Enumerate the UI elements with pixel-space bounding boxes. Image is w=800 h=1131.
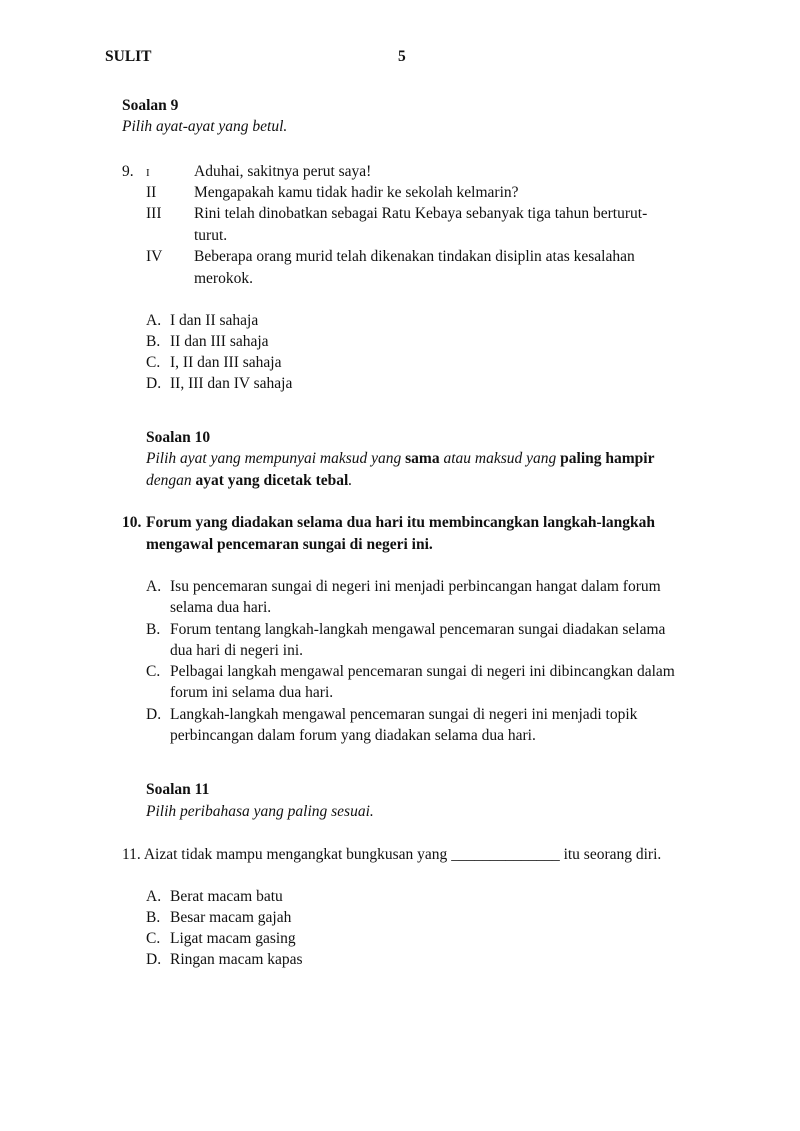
q9-statement-2 [146, 184, 519, 202]
q10-option-a[interactable] [146, 578, 661, 596]
q11-stem-after: itu seorang diri. [559, 846, 662, 863]
q9-statement-3-cont: turut. [194, 227, 228, 244]
q9-statement-2-text: Mengapakah kamu tidak hadir ke sekolah kelmarin? [194, 184, 519, 201]
q11-option-a[interactable] [146, 888, 283, 906]
instruction-text: . [348, 472, 353, 489]
q10-option-c[interactable] [146, 663, 675, 681]
option-letter: A. [146, 888, 162, 905]
q10-option-a-cont: selama dua hari. [170, 599, 272, 616]
q11-stem [122, 846, 661, 864]
q9-statement-3 [146, 205, 647, 223]
instruction-text: dengan [146, 472, 196, 489]
q10-number: 10. [122, 514, 142, 531]
q9-option-c[interactable] [146, 354, 281, 372]
q9-statement-3-text: Rini telah dinobatkan sebagai Ratu Kebaya sebanyak tiga tahun berturut- [194, 205, 648, 222]
page-number: 5 [398, 48, 406, 65]
option-letter: C. [146, 663, 161, 680]
option-letter: B. [146, 909, 161, 926]
q9-statement-3-roman: III [146, 205, 162, 222]
option-text: II dan III sahaja [170, 333, 269, 350]
option-letter: D. [146, 706, 162, 723]
q9-statement-2-roman: II [146, 184, 157, 201]
option-letter: D. [146, 375, 162, 392]
q11-option-c[interactable] [146, 930, 296, 948]
option-text: Pelbagai langkah mengawal pencemaran sungai di negeri ini dibincangkan dalam [170, 663, 675, 680]
q9-statement-1-roman: I [146, 167, 150, 179]
option-text: Besar macam gajah [170, 909, 292, 926]
option-letter: A. [146, 312, 162, 329]
q9-option-d[interactable] [146, 375, 292, 393]
q11-section-title: Soalan 11 [146, 781, 210, 798]
q10-section-title: Soalan 10 [146, 429, 211, 446]
instruction-text: atau maksud yang [439, 450, 561, 467]
option-text: Isu pencemaran sungai di negeri ini menjadi perbincangan hangat dalam forum [170, 578, 661, 595]
q11-stem-before: Aizat tidak mampu mengangkat bungkusan yang [143, 846, 452, 863]
instruction-emphasis: ayat yang dicetak tebal [195, 472, 349, 489]
option-text: I, II dan III sahaja [170, 354, 282, 371]
q11-blank: ______________ [451, 846, 560, 863]
q9-statement-4-roman: IV [146, 248, 163, 265]
q11-option-b[interactable] [146, 909, 291, 927]
q9-statement-4-cont: merokok. [194, 270, 253, 287]
q10-option-b-cont: dua hari di negeri ini. [170, 642, 303, 659]
option-letter: B. [146, 621, 161, 638]
option-letter: B. [146, 333, 161, 350]
q11-option-d[interactable] [146, 951, 303, 969]
option-text: I dan II sahaja [170, 312, 259, 329]
q10-stem-line1: Forum yang diadakan selama dua hari itu membincangkan langkah-langkah [146, 514, 656, 531]
q9-number: 9. [122, 163, 134, 180]
instruction-text: Pilih ayat yang mempunyai maksud yang [146, 450, 406, 467]
q9-option-b[interactable] [146, 333, 269, 351]
option-text: Langkah-langkah mengawal pencemaran sungai di negeri ini menjadi topik [170, 706, 638, 723]
instruction-emphasis: paling hampir [560, 450, 655, 467]
q10-instruction-line1 [146, 450, 654, 468]
q9-statement-4 [146, 248, 635, 266]
q10-option-c-cont: forum ini selama dua hari. [170, 684, 334, 701]
q11-instruction: Pilih peribahasa yang paling sesuai. [146, 803, 374, 820]
option-text: Ringan macam kapas [170, 951, 303, 968]
classification-label: SULIT [105, 48, 152, 65]
q10-stem-line2: mengawal pencemaran sungai di negeri ini. [146, 536, 433, 553]
q9-section-title: Soalan 9 [122, 97, 179, 114]
q11-number: 11. [122, 846, 141, 863]
q9-statement-4-text: Beberapa orang murid telah dikenakan tindakan disiplin atas kesalahan [194, 248, 635, 265]
option-text: Ligat macam gasing [170, 930, 296, 947]
q10-option-d[interactable] [146, 706, 637, 724]
option-letter: C. [146, 930, 161, 947]
option-text: Forum tentang langkah-langkah mengawal pencemaran sungai diadakan selama [170, 621, 666, 638]
q9-statement-1 [146, 163, 371, 181]
q10-option-b[interactable] [146, 621, 665, 639]
q9-statement-1-text: Aduhai, sakitnya perut saya! [194, 163, 372, 180]
instruction-emphasis: sama [405, 450, 440, 467]
option-letter: D. [146, 951, 162, 968]
q10-option-d-cont: perbincangan dalam forum yang diadakan selama dua hari. [170, 727, 536, 744]
option-text: Berat macam batu [170, 888, 283, 905]
option-letter: C. [146, 354, 161, 371]
q9-option-a[interactable] [146, 312, 258, 330]
q9-instruction: Pilih ayat-ayat yang betul. [122, 118, 288, 135]
option-letter: A. [146, 578, 162, 595]
option-text: II, III dan IV sahaja [170, 375, 293, 392]
q10-instruction-line2 [146, 472, 352, 490]
